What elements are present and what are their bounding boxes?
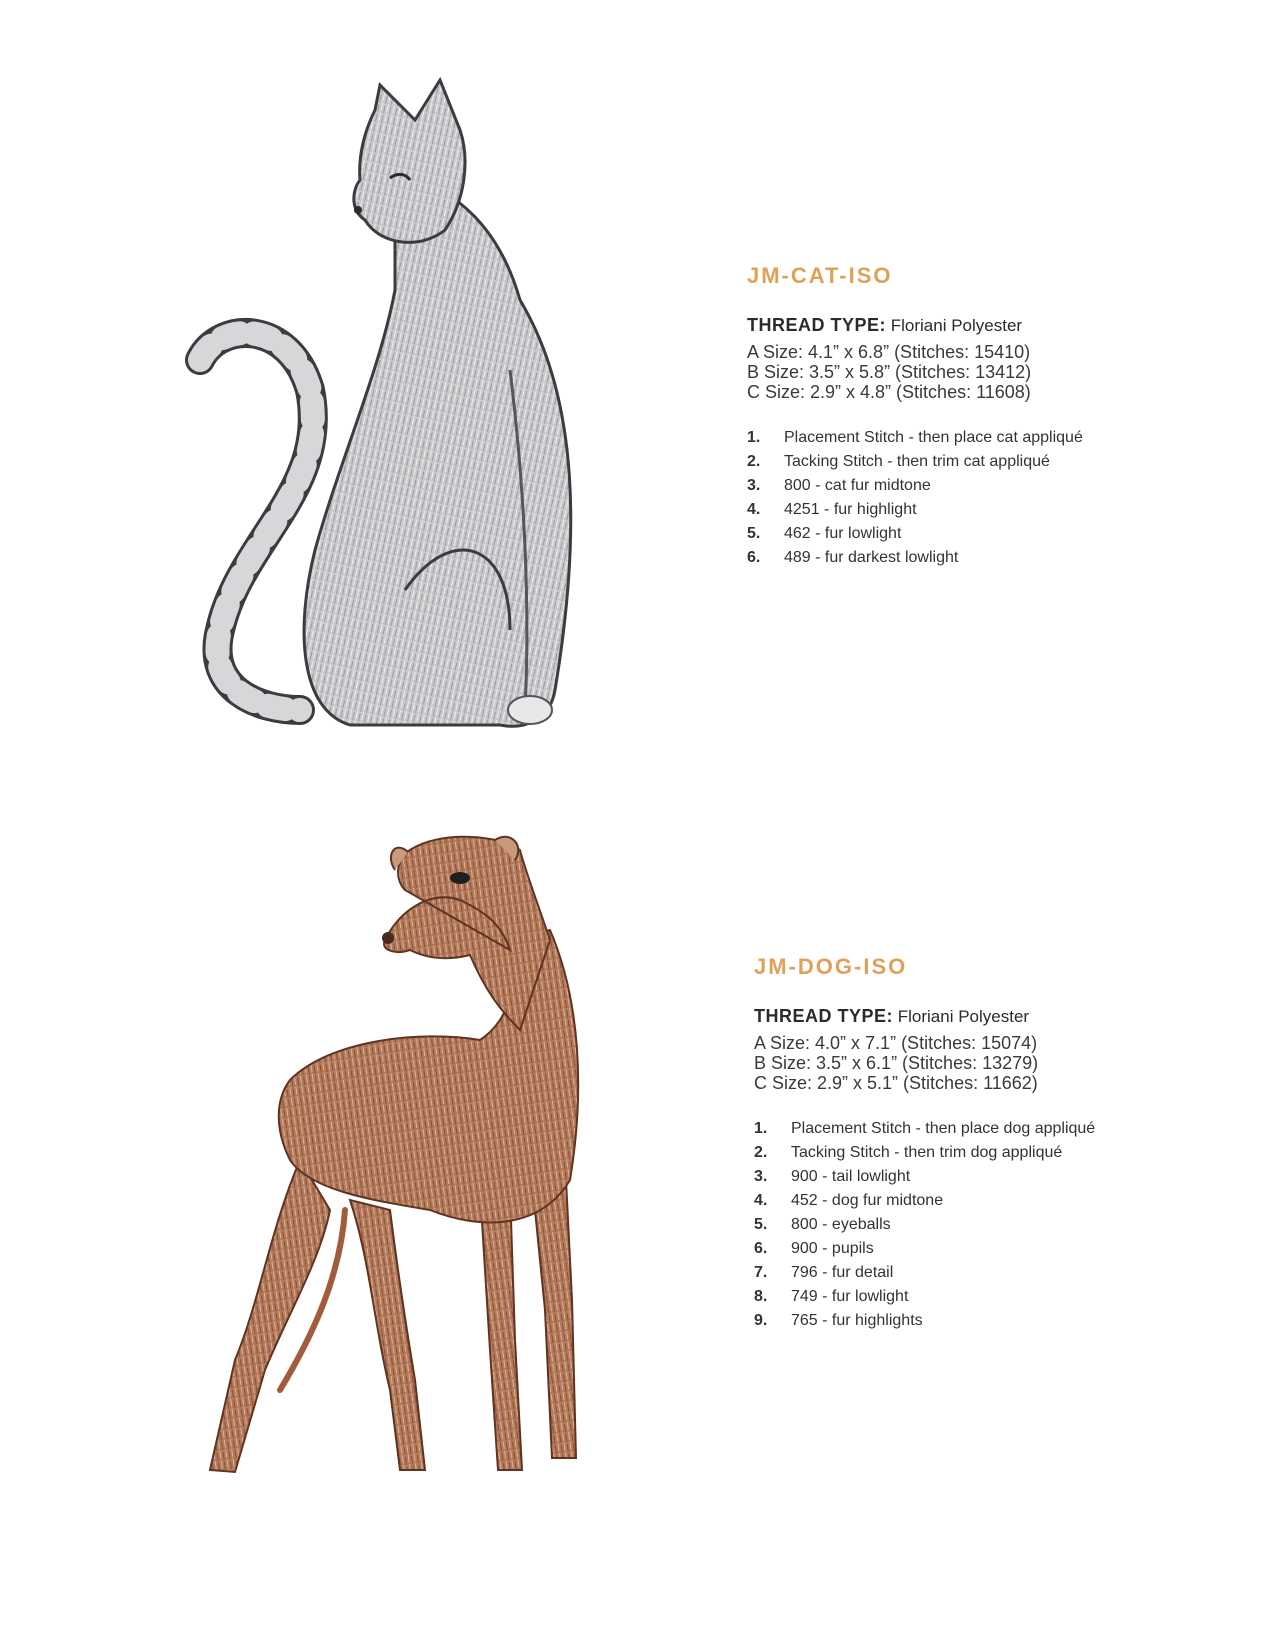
step-number: 5. [754,1216,768,1233]
step-item [747,450,1083,474]
stitch-steps [747,426,1083,570]
step-text: 749 - fur lowlight [791,1288,909,1305]
step-item [754,1261,1095,1285]
step-text: Placement Stitch - then place cat appliqué [784,429,1083,446]
step-item [754,1213,1095,1237]
step-text: 4251 - fur highlight [784,501,917,518]
step-number: 1. [747,429,761,446]
step-text: 796 - fur detail [791,1264,894,1281]
step-text: 462 - fur lowlight [784,525,902,542]
size-a: A Size: 4.0” x 7.1” (Stitches: 15074) [754,1033,1038,1053]
step-text: 452 - dog fur midtone [791,1192,944,1209]
thread-type-label: THREAD TYPE: [754,1006,894,1026]
size-list [747,342,1083,402]
dog-illustration-icon [180,830,600,1490]
size-a: A Size: 4.1” x 6.8” (Stitches: 15410) [747,342,1031,362]
step-number: 2. [754,1144,768,1161]
step-item [747,498,1083,522]
step-number: 8. [754,1288,768,1305]
design-code: JM-DOG-ISO [754,954,908,979]
thread-type [754,1006,1095,1027]
step-number: 9. [754,1312,768,1329]
size-b: B Size: 3.5” x 5.8” (Stitches: 13412) [747,362,1032,382]
step-item [747,474,1083,498]
step-text: 800 - eyeballs [791,1216,891,1233]
cat-design-spec [747,263,1083,570]
thread-type-value: Floriani Polyester [890,316,1023,335]
step-text: Placement Stitch - then place dog appliqué [791,1120,1096,1137]
step-number: 5. [747,525,761,542]
step-number: 6. [747,549,761,566]
step-text: 900 - pupils [791,1240,874,1257]
thread-type-label: THREAD TYPE: [747,315,887,335]
step-item [747,426,1083,450]
size-list [754,1033,1095,1093]
thread-type [747,315,1083,336]
step-number: 3. [747,477,761,494]
step-text: 765 - fur highlights [791,1312,923,1329]
step-text: 489 - fur darkest lowlight [784,549,959,566]
step-number: 2. [747,453,761,470]
step-item [754,1141,1095,1165]
step-item [754,1189,1095,1213]
step-number: 3. [754,1168,768,1185]
thread-type-value: Floriani Polyester [897,1007,1030,1026]
step-item [754,1285,1095,1309]
step-item [754,1165,1095,1189]
step-number: 6. [754,1240,768,1257]
step-item [754,1237,1095,1261]
step-text: 900 - tail lowlight [791,1168,911,1185]
size-c: C Size: 2.9” x 5.1” (Stitches: 11662) [754,1073,1038,1093]
step-item [754,1309,1095,1333]
step-text: 800 - cat fur midtone [784,477,931,494]
cat-illustration-icon [180,70,600,770]
stitch-steps [754,1117,1095,1333]
step-number: 7. [754,1264,768,1281]
step-text: Tacking Stitch - then trim cat appliqué [784,453,1050,470]
step-number: 4. [754,1192,768,1209]
size-b: B Size: 3.5” x 6.1” (Stitches: 13279) [754,1053,1039,1073]
step-text: Tacking Stitch - then trim dog appliqué [791,1144,1063,1161]
size-c: C Size: 2.9” x 4.8” (Stitches: 11608) [747,382,1031,402]
step-number: 4. [747,501,761,518]
step-number: 1. [754,1120,768,1137]
step-item [747,522,1083,546]
step-item [747,546,1083,570]
step-item [754,1117,1095,1141]
design-code: JM-CAT-ISO [747,263,893,288]
dog-design-spec [754,954,1095,1333]
